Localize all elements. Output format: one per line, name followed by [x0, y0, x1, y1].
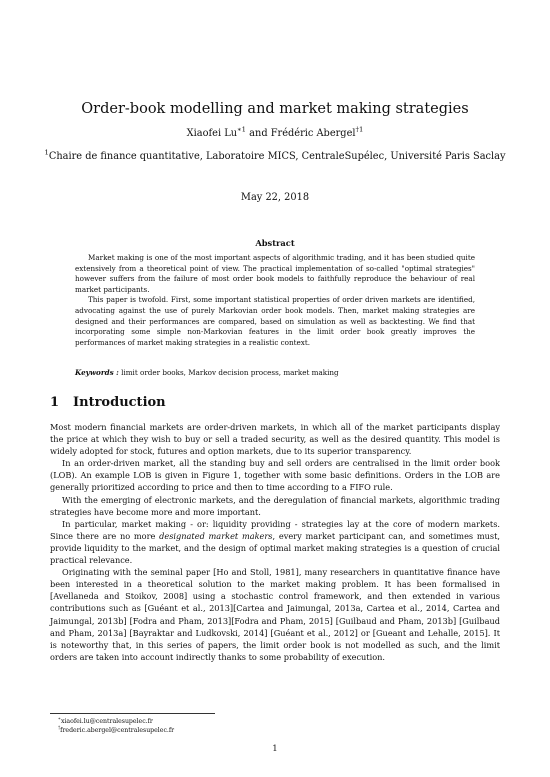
affiliation-text: Chaire de finance quantitative, Laboratoire MICS, CentraleSupélec, Université Paris Saclay — [48, 151, 506, 162]
keywords-label: Keywords : — [75, 368, 119, 377]
footnotes — [58, 717, 174, 735]
affiliation-mark: 1 — [44, 148, 49, 157]
author-marks: †1 — [355, 125, 364, 134]
paper-date: May 22, 2018 — [240, 192, 310, 203]
body-text: , every market participant can, and sometimes must, provide liquidity to the market, and the design of optimal market making strategies is a question of crucial practical relevance. — [50, 530, 500, 566]
affiliation — [0, 148, 550, 162]
body-paragraph: Originating with the seminal paper [Ho and Stoll, 1981], many researchers in quantitative finance have been interested in a theoretical solution to the market making problem. It has been formalised in [Avellaneda and Stoikov, 2008] using a stochastic control framework, and then extended in various contributions such as [Guéant et al., 2013][Cartea and Jaimungal, 2013a, Cartea et al., 2014, Cartea and Jaimungal, 2013b] [Fodra and Pham, 2013][Fodra and Pham, 2015] [Guilbaud and Pham, 2013b] [Guilbaud and Pham, 2013a] [Bayraktar and Ludkovski, 2014] [Guéant et al., 2012] or [Gueant and Lehalle, 2015]. It is noteworthy that, in this series of papers, the limit order book is not modelled as such, and the limit orders are taken into account indirectly thanks to some probability of execution. — [50, 567, 500, 662]
keywords-text: limit order books, Markov decision process, market making — [121, 368, 339, 377]
footnote-mark: † — [58, 726, 61, 732]
body-paragraph: In an order-driven market, all the standing buy and sell orders are centralised in the limit order book (LOB). An example LOB is given in Figure 1, together with some basic definitions. Orders in the LOB are generally prioritized according to price and then to time according to a FIFO rule. — [50, 458, 500, 493]
footnote-email: xiaofei.lu@centralesupelec.fr — [60, 718, 153, 725]
paper-title: Order-book modelling and market making strategies — [81, 101, 469, 117]
section-body — [50, 421, 500, 663]
body-paragraph: With the emerging of electronic markets, and the deregulation of financial markets, algorithmic trading strategies have become more and more important. — [50, 494, 500, 517]
footnote — [58, 726, 174, 735]
abstract-paragraph: This paper is twofold. First, some important statistical properties of order driven markets are identified, advocating against the use of purely Markovian order book models. Then, market making strategies are designed and their performances are compared, based on simulation as well as backtesting. We find that incorporating some simple non-Markovian features in the limit order book greatly improves the performances of market making strategies in a realistic context. — [75, 295, 475, 347]
keywords — [75, 368, 475, 377]
section-title: Introduction — [73, 395, 166, 410]
footnote-rule — [50, 713, 215, 714]
abstract-heading: Abstract — [255, 238, 295, 248]
body-emphasis: designated market makers — [159, 530, 273, 541]
author-name: Xiaofei Lu — [186, 128, 238, 139]
section-heading — [50, 395, 166, 410]
section-number: 1 — [50, 395, 60, 410]
abstract-paragraph: Market making is one of the most important aspects of algorithmic trading, and it has been studied quite extensively from a theoretical point of view. The practical implementation of so-called "optimal strategies" however suffers from the failure of most order book models to faithfully reproduce the behaviour of real market participants. — [75, 253, 475, 294]
footnote-mark: ∗ — [58, 716, 61, 722]
body-paragraph: Most modern financial markets are order-driven markets, in which all of the market participants display the price at which they wish to buy or sell a traded security, as well as the desired quantity. This model is widely adopted for stock, futures and option markets, due to its superior transparency. — [50, 422, 500, 457]
footnote-email: frederic.abergel@centralesupelec.fr — [60, 727, 175, 735]
body-text: In particular, market making - or: liquidity providing - strategies lay at the core of modern markets. Since there are no more — [50, 518, 500, 541]
footnote — [58, 717, 174, 726]
author-line — [0, 125, 550, 139]
author-conjunction: and — [249, 128, 268, 139]
author-name: Frédéric Abergel — [270, 128, 356, 139]
body-paragraph — [50, 518, 500, 566]
author-marks: ∗1 — [237, 125, 247, 134]
page-number: 1 — [272, 744, 278, 754]
abstract-body — [75, 253, 475, 348]
